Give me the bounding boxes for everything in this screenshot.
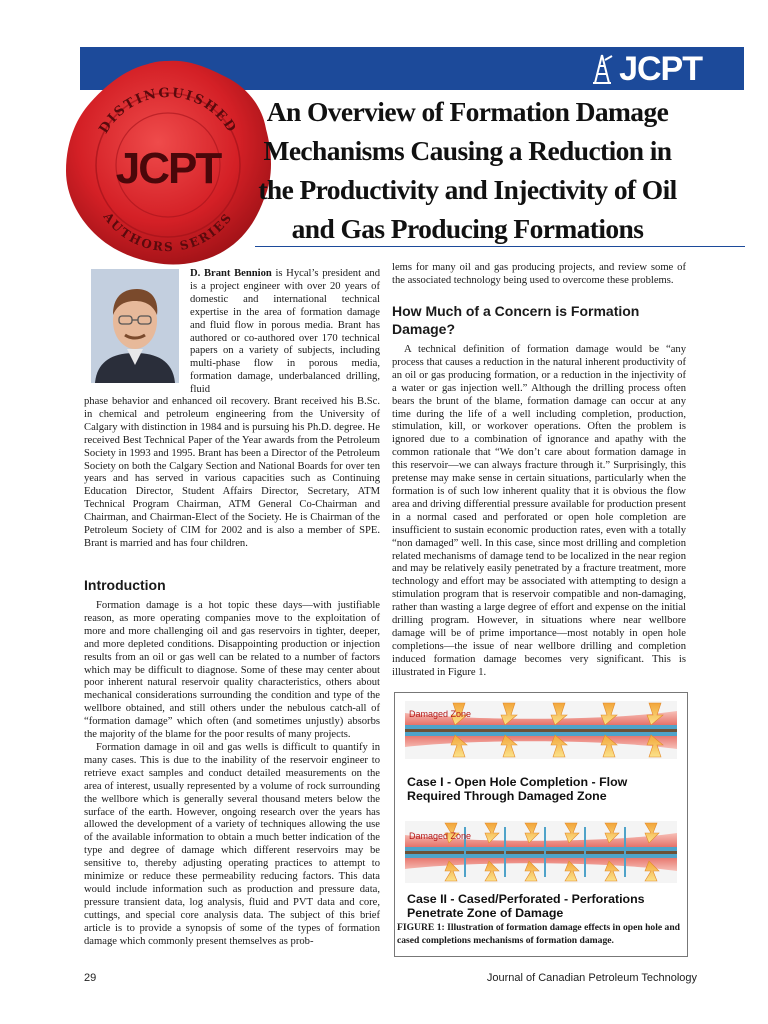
seal-top-text: DISTINGUISHED bbox=[96, 85, 240, 137]
case-1-label: Case I - Open Hole Completion - Flow Required Through Damaged Zone bbox=[407, 775, 628, 803]
figure-caption: FIGURE 1: Illustration of formation damage effects in open hole and cased completions mechanisms of formation damage. bbox=[397, 922, 681, 946]
continued-text: lems for many oil and gas producing projects, and review some of the associated technology being used to overcome these problems. bbox=[392, 262, 686, 286]
author-bio-continued bbox=[84, 396, 380, 551]
seal-center-text: JCPT bbox=[115, 144, 221, 193]
author-bio-full: phase behavior and enhanced oil recovery. Brant received his B.Sc. in chemical and petroleum engineering from the University of Calgary with distinction in 1984 and is pursuing his Ph.D. degree. He received Best Technical Paper of the Year awards from the Petroleum Society in 1993 and 1995. Brant has been a Director of the Petroleum Society on both the Calgary Section and National Boards for over ten years and has served in various capacities such as Continuing Education Director, Student Affairs Director, Secretary, ATM Technical Program Chairman, ATM General Co-Chairman and Chairman, and Chairman-Elect of the Society. He is Chairman of the Petroleum Society of CIM for 2002 and is also a member of SPE. Brant is married and has four children. bbox=[84, 396, 380, 549]
article-title: An Overview of Formation Damage Mechanisms Causing a Reduction in the Productivity and Injectivity of Oil and Gas Producing Formations bbox=[258, 96, 677, 244]
page-number: 29 bbox=[84, 972, 97, 984]
author-bio-intro bbox=[190, 268, 380, 397]
introduction-heading: Introduction bbox=[84, 577, 166, 593]
concern-heading: How Much of a Concern is Formation Damage? bbox=[392, 303, 640, 337]
title-divider bbox=[255, 246, 745, 247]
figure-1 bbox=[394, 692, 688, 957]
author-portrait-image bbox=[91, 269, 179, 383]
introduction-body bbox=[84, 600, 380, 948]
author-name: D. Brant Bennion bbox=[190, 268, 272, 279]
damaged-zone-label-2: Damaged Zone bbox=[409, 831, 472, 841]
introduction-paragraph-2: Formation damage in oil and gas wells is difficult to quantify in many cases. This is due to the inability of the reservoir engineer to retrieve exact samples and conduct detailed measurements on the area of interest, usually represented by a volume of rock surrounding the wellbore which is generally several thousand meters below the surface of the earth. However, ongoing research over the years has allowed the development of a variety of techniques allowing the use of the available information to obtain a much better indication of the type and degree of damage which different reservoirs may be sensitive to, thereby adjusting operating practices to attempt to minimize or reduce these permeability reducing factors. This data would include information such as production and pressure data, pressure transient data, log analysis, fluid and PVT data and core, cuttings, and special core analysis data. The subject of this brief article is to provide a synopsis of some of the types of formation damage which commonly present themselves as prob- bbox=[84, 741, 380, 947]
oil-rig-icon bbox=[591, 54, 613, 84]
concern-body bbox=[392, 344, 686, 680]
logo-text: JCPT bbox=[619, 50, 702, 88]
distinguished-authors-seal bbox=[60, 55, 275, 270]
concern-paragraph-1: A technical definition of formation damage would be “any process that causes a reduction in the natural inherent productivity of an oil or gas producing formation, or a reduction in the injectivity of a water or gas injection well.” Although the drilling process often bears the brunt of the blame, formation damage can occur at any time during the life of a well including completion, production, stimulation, kill, or workover operations. Often the problem is ignored due to a combination of ignorance and apathy with the common rationale that “We don’t care about formation damage in this reservoir—we can always fracture through it.” Surprisingly, this pretense may make sense in certain situations, particularly when the formation is of such low inherent quality that it is obvious the flow area and driving differential pressure available for production present in a normal cased and perforated or open hole completion are insufficient to sustain economic production rates, even with a totally “non damaged” well. In this case, since most drilling and completion related mechanisms of damage tend to be localized in the near region and may be relatively easily penetrated by a fracture treatment, more technology and effort may be associated with attempting to design a stimulation program that is reservoir compatible and non-damaging, rather than wasting a large degree of effort and expense on the initial drilling program. However, in situations where near wellbore damage will be of prime importance—most notably in open hole completions—the issue of near wellbore drilling and completion induced formation damage becomes very significant. This is illustrated in Figure 1. bbox=[392, 344, 686, 678]
author-bio-wrap: is Hycal’s president and is a project engineer with over 20 years of domestic and international technical expertise in the area of formation damage and fluid flow in porous media. Brant has authored or co-authored over 170 technical papers on a variety of subjects, including multi-phase flow in porous media, formation damage, underbalanced drilling, fluid bbox=[190, 268, 380, 396]
damaged-zone-label-1: Damaged Zone bbox=[409, 709, 472, 719]
case-2-label: Case II - Cased/Perforated - Perforations Penetrate Zone of Damage bbox=[407, 892, 645, 920]
continued-paragraph bbox=[392, 262, 686, 288]
author-photo bbox=[91, 269, 179, 383]
journal-name: Journal of Canadian Petroleum Technology bbox=[486, 972, 697, 984]
seal-bottom-text: AUTHORS SERIES bbox=[100, 209, 236, 255]
introduction-paragraph-1: Formation damage is a hot topic these days—with justifiable reason, as more operating companies move to the exploitation of more and more challenging oil and gas reservoirs in tighter, deeper, and more depleted conditions. Disappointing production or injection results from an oil or gas well can be related to a number of factors which may be difficult to diagnose. Some of these may center about poor inherent natural reservoir quality characteristics, others about mechanical considerations surrounding the condition and type of the wellbore obtained, and still others under the nebulous catch-all of “formation damage” which often (and sometimes unjustly) absorbs the majority of the blame for the poor results of many projects. bbox=[84, 600, 380, 741]
jcpt-logo bbox=[591, 50, 702, 88]
